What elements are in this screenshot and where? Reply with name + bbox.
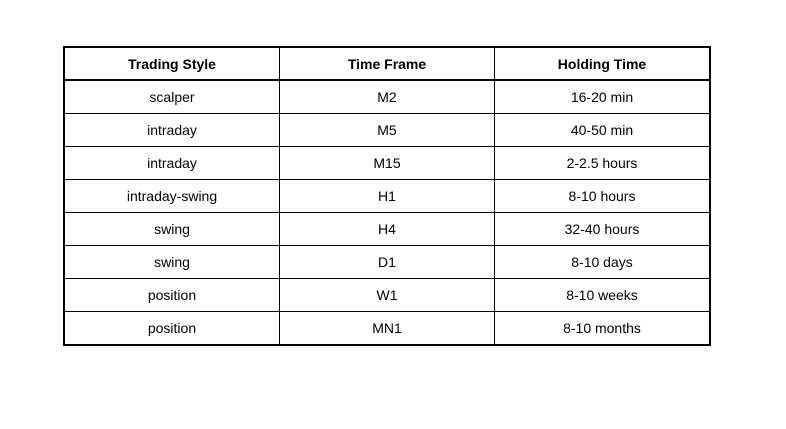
table-row xyxy=(64,147,710,180)
cell-trading-style: intraday xyxy=(64,114,280,147)
cell-holding-time: 8-10 months xyxy=(495,312,711,346)
table-row xyxy=(64,114,710,147)
cell-trading-style: intraday xyxy=(64,147,280,180)
cell-time-frame: M2 xyxy=(280,80,495,114)
cell-holding-time: 32-40 hours xyxy=(495,213,711,246)
cell-holding-time: 8-10 weeks xyxy=(495,279,711,312)
table-row xyxy=(64,213,710,246)
header-holding-time: Holding Time xyxy=(495,47,711,80)
header-trading-style: Trading Style xyxy=(64,47,280,80)
cell-trading-style: swing xyxy=(64,213,280,246)
cell-time-frame: M5 xyxy=(280,114,495,147)
table-row xyxy=(64,80,710,114)
cell-trading-style: swing xyxy=(64,246,280,279)
cell-holding-time: 16-20 min xyxy=(495,80,711,114)
cell-trading-style: position xyxy=(64,312,280,346)
cell-trading-style: scalper xyxy=(64,80,280,114)
table-row xyxy=(64,312,710,346)
cell-holding-time: 8-10 days xyxy=(495,246,711,279)
cell-trading-style: position xyxy=(64,279,280,312)
cell-holding-time: 8-10 hours xyxy=(495,180,711,213)
cell-holding-time: 40-50 min xyxy=(495,114,711,147)
table-row xyxy=(64,279,710,312)
cell-time-frame: D1 xyxy=(280,246,495,279)
cell-trading-style: intraday-swing xyxy=(64,180,280,213)
cell-time-frame: MN1 xyxy=(280,312,495,346)
cell-time-frame: M15 xyxy=(280,147,495,180)
cell-holding-time: 2-2.5 hours xyxy=(495,147,711,180)
table-row xyxy=(64,246,710,279)
header-time-frame: Time Frame xyxy=(280,47,495,80)
trading-styles-table xyxy=(63,46,711,346)
cell-time-frame: W1 xyxy=(280,279,495,312)
cell-time-frame: H4 xyxy=(280,213,495,246)
table-row xyxy=(64,180,710,213)
table-header-row xyxy=(64,47,710,80)
cell-time-frame: H1 xyxy=(280,180,495,213)
